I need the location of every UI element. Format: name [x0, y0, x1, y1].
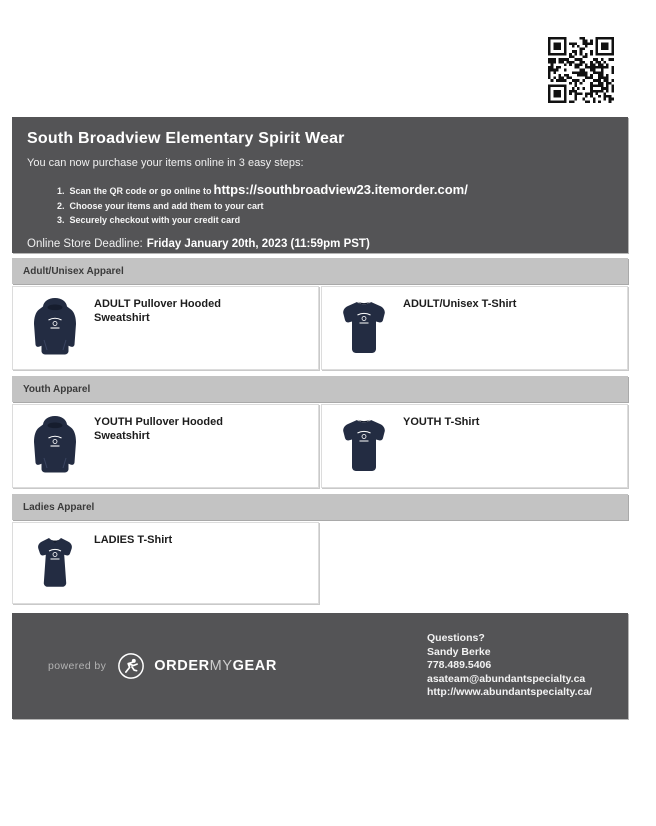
product-name: YOUTH Pullover Hooded Sweatshirt: [94, 416, 223, 442]
ladies-tshirt-image: [30, 532, 80, 596]
product-name: LADIES T-Shirt: [94, 534, 173, 546]
store-deadline: [27, 238, 612, 250]
section-title: Youth Apparel: [23, 383, 91, 395]
step-1: [57, 182, 612, 199]
hoodie-image: [30, 414, 80, 478]
intro-text: You can now purchase your items online in 3 easy steps:: [27, 157, 304, 169]
section-adult-unisex: [12, 258, 628, 370]
step-1-text: Scan the QR code or go online to: [69, 186, 212, 196]
product-card-youth-tshirt[interactable]: [321, 404, 628, 488]
steps-list: [57, 182, 612, 226]
tshirt-image: [339, 296, 389, 360]
ordermygear-runner-icon: [117, 652, 145, 680]
section-header-ladies: [12, 494, 628, 520]
page-title: South Broadview Elementary Spirit Wear: [27, 130, 345, 147]
header-banner: [12, 117, 628, 253]
step-3-number: 3.: [57, 215, 65, 225]
contact-questions: Questions?: [427, 632, 485, 645]
product-card-ladies-tshirt[interactable]: [12, 522, 319, 604]
deadline-label: Online Store Deadline:: [27, 238, 143, 250]
contact-phone: 778.489.5406: [427, 659, 492, 672]
product-row: [12, 404, 628, 488]
section-header-adult: [12, 258, 628, 284]
footer-banner: [12, 613, 628, 719]
step-3: [57, 215, 612, 226]
contact-email[interactable]: asateam@abundantspecialty.ca: [427, 672, 586, 685]
contact-website[interactable]: http://www.abundantspecialty.ca/: [427, 686, 593, 699]
qr-code: [548, 37, 614, 103]
product-name: ADULT Pullover Hooded Sweatshirt: [94, 298, 221, 324]
tshirt-image: [339, 414, 389, 478]
product-card-adult-tshirt[interactable]: [321, 286, 628, 370]
section-youth: [12, 376, 628, 488]
step-2: [57, 201, 612, 212]
step-3-text: Securely checkout with your credit card: [69, 215, 241, 225]
section-header-youth: [12, 376, 628, 402]
section-title: Ladies Apparel: [23, 501, 95, 513]
powered-by-block: [48, 652, 277, 680]
qr-code-image: [548, 37, 614, 103]
contact-name: Sandy Berke: [427, 645, 491, 658]
step-2-number: 2.: [57, 201, 65, 211]
step-2-text: Choose your items and add them to your cart: [69, 201, 264, 211]
ordermygear-wordmark: ORDERMYGEAR: [154, 658, 277, 674]
product-name: YOUTH T-Shirt: [403, 416, 480, 428]
step-1-number: 1.: [57, 186, 65, 196]
product-card-youth-hoodie[interactable]: [12, 404, 319, 488]
product-card-adult-hoodie[interactable]: [12, 286, 319, 370]
deadline-value: Friday January 20th, 2023 (11:59pm PST): [146, 238, 370, 250]
product-row: [12, 286, 628, 370]
powered-by-label: powered by: [48, 660, 107, 672]
section-title: Adult/Unisex Apparel: [23, 265, 124, 277]
hoodie-image: [30, 296, 80, 360]
product-name: ADULT/Unisex T-Shirt: [403, 298, 517, 310]
store-url-link[interactable]: https://southbroadview23.itemorder.com/: [213, 182, 468, 197]
section-ladies: [12, 494, 628, 604]
contact-block: [427, 632, 615, 700]
product-row: [12, 522, 628, 604]
